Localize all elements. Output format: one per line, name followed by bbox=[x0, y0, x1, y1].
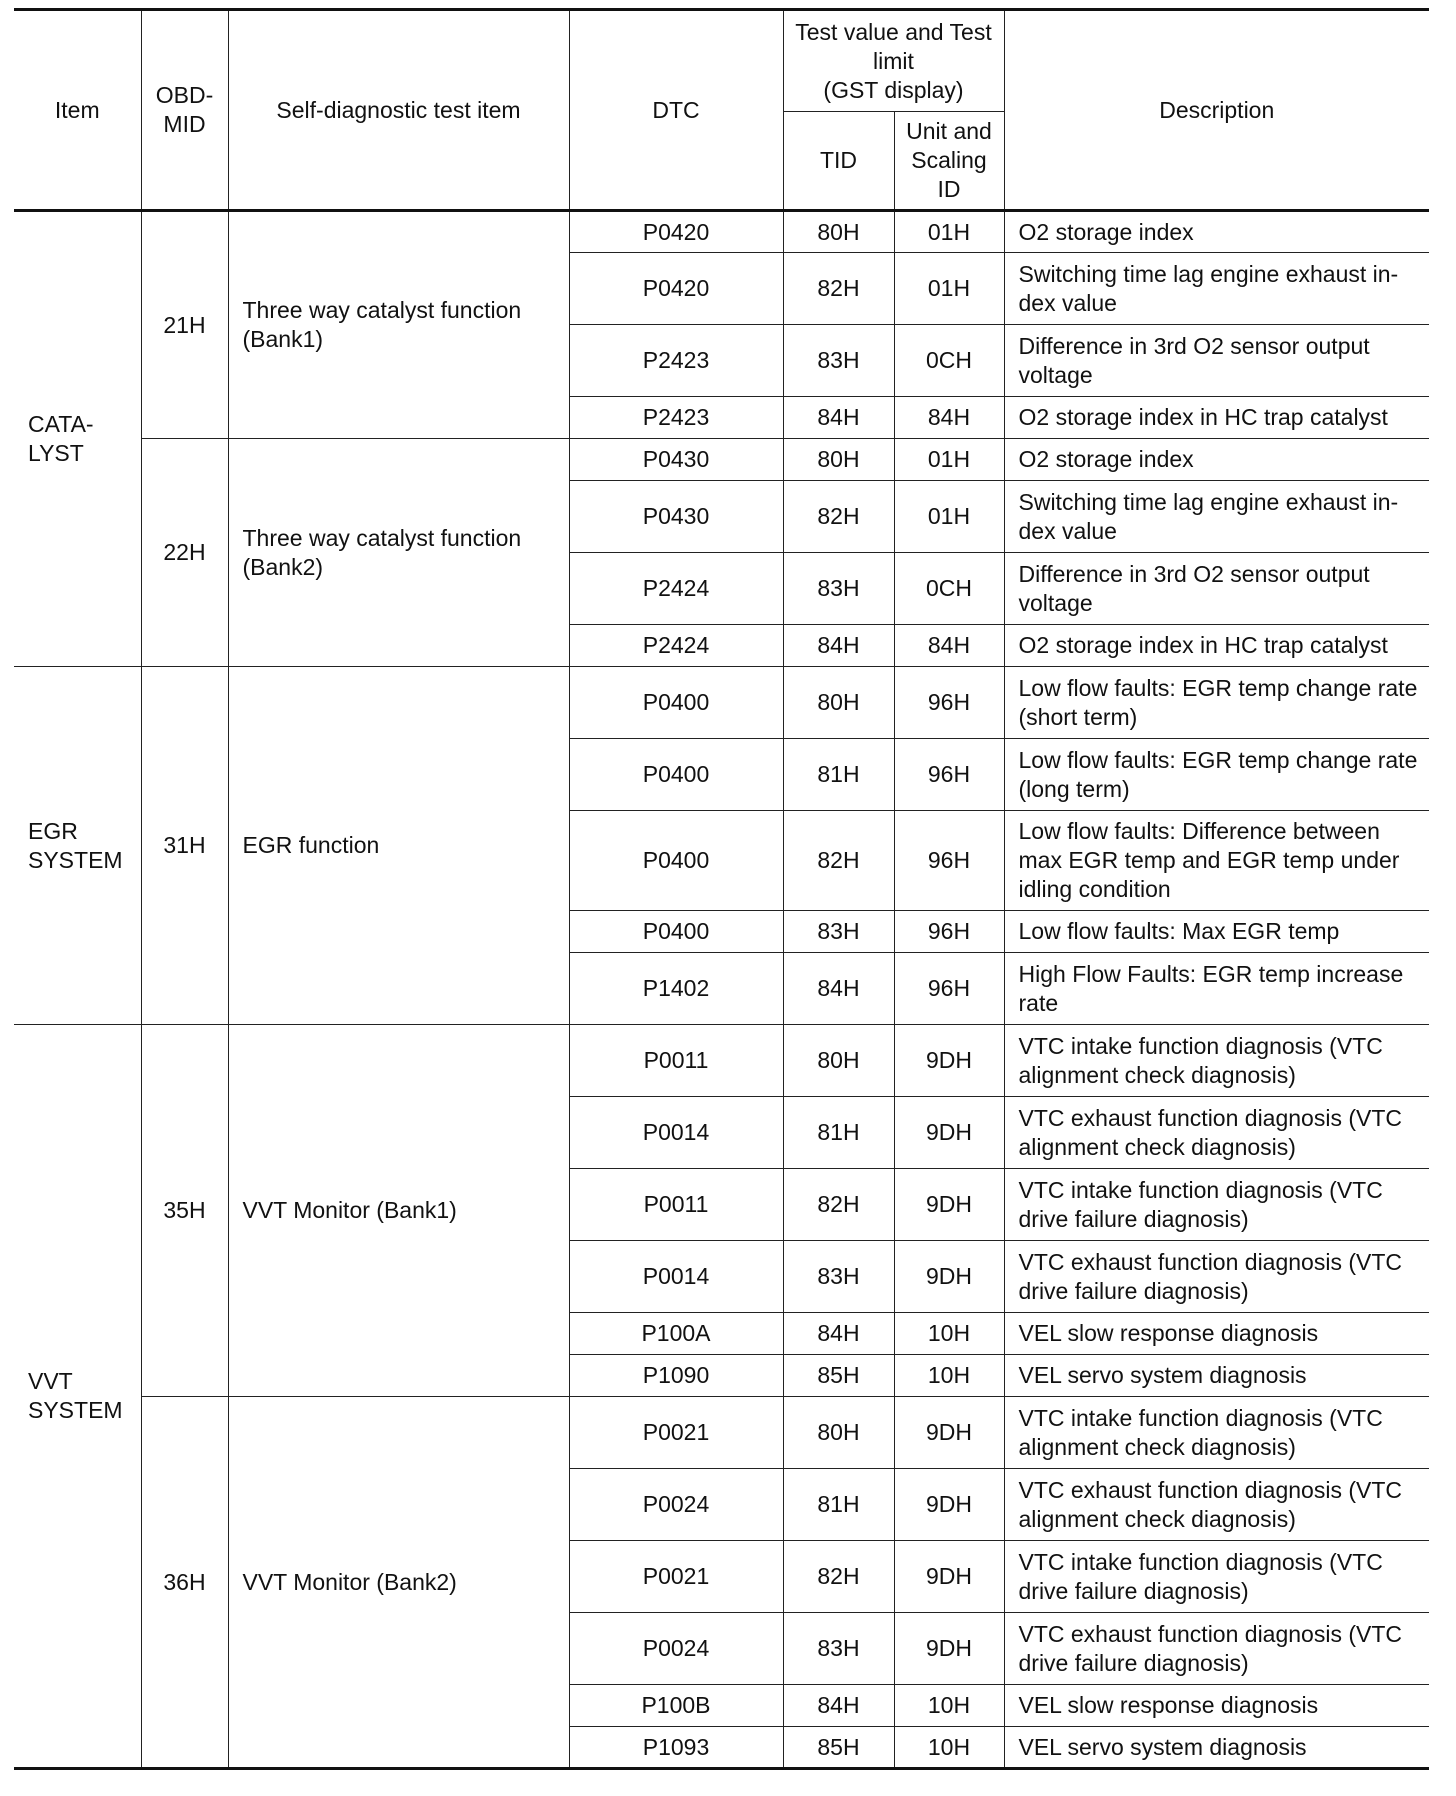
dtc-cell: P2424 bbox=[569, 553, 783, 625]
header-self-diagnostic-test-item: Self-diagnostic test item bbox=[228, 10, 569, 211]
dtc-cell: P0430 bbox=[569, 439, 783, 481]
tid-cell: 83H bbox=[783, 1613, 894, 1685]
table-row bbox=[14, 439, 1429, 481]
tid-cell: 84H bbox=[783, 625, 894, 667]
header-description: Description bbox=[1004, 10, 1429, 211]
obd-mid-cell: 35H bbox=[141, 1025, 228, 1397]
header-test-value-and-limit: Test value and Test limit (GST display) bbox=[783, 10, 1004, 112]
unit-scaling-cell: 01H bbox=[894, 439, 1004, 481]
dtc-cell: P0021 bbox=[569, 1397, 783, 1469]
unit-scaling-cell: 01H bbox=[894, 481, 1004, 553]
item-cell: VVT SYSTEM bbox=[14, 1025, 141, 1769]
header-dtc: DTC bbox=[569, 10, 783, 211]
dtc-cell: P0024 bbox=[569, 1613, 783, 1685]
unit-scaling-cell: 84H bbox=[894, 625, 1004, 667]
table-row bbox=[14, 1397, 1429, 1469]
dtc-cell: P0430 bbox=[569, 481, 783, 553]
description-cell: VTC exhaust function diagnosis (VTC drive failure diagnosis) bbox=[1004, 1241, 1429, 1313]
unit-scaling-cell: 10H bbox=[894, 1727, 1004, 1769]
unit-scaling-cell: 96H bbox=[894, 953, 1004, 1025]
description-cell: VTC intake function diagnosis (VTC alignment check diagnosis) bbox=[1004, 1397, 1429, 1469]
header-tid: TID bbox=[783, 112, 894, 211]
unit-scaling-cell: 9DH bbox=[894, 1469, 1004, 1541]
description-cell: VTC exhaust function diagnosis (VTC alignment check diagnosis) bbox=[1004, 1097, 1429, 1169]
unit-scaling-cell: 9DH bbox=[894, 1025, 1004, 1097]
description-cell: Low flow faults: EGR temp change rate (long term) bbox=[1004, 739, 1429, 811]
unit-scaling-cell: 96H bbox=[894, 667, 1004, 739]
dtc-cell: P0014 bbox=[569, 1097, 783, 1169]
description-cell: VEL slow response diagnosis bbox=[1004, 1313, 1429, 1355]
description-cell: Switching time lag engine exhaust in- dex value bbox=[1004, 253, 1429, 325]
tid-cell: 83H bbox=[783, 325, 894, 397]
dtc-cell: P0400 bbox=[569, 811, 783, 911]
description-cell: VEL servo system diagnosis bbox=[1004, 1727, 1429, 1769]
obd-mid-table bbox=[14, 8, 1429, 1770]
test-item-cell: VVT Monitor (Bank1) bbox=[228, 1025, 569, 1397]
dtc-cell: P1402 bbox=[569, 953, 783, 1025]
dtc-cell: P0014 bbox=[569, 1241, 783, 1313]
description-cell: VTC intake function diagnosis (VTC drive failure diagnosis) bbox=[1004, 1169, 1429, 1241]
tid-cell: 85H bbox=[783, 1727, 894, 1769]
unit-scaling-cell: 0CH bbox=[894, 325, 1004, 397]
unit-scaling-cell: 10H bbox=[894, 1313, 1004, 1355]
unit-scaling-cell: 01H bbox=[894, 211, 1004, 253]
table-row bbox=[14, 1025, 1429, 1097]
tid-cell: 84H bbox=[783, 953, 894, 1025]
unit-scaling-cell: 96H bbox=[894, 911, 1004, 953]
unit-scaling-cell: 9DH bbox=[894, 1169, 1004, 1241]
dtc-cell: P2423 bbox=[569, 397, 783, 439]
test-item-cell: VVT Monitor (Bank2) bbox=[228, 1397, 569, 1769]
dtc-cell: P0011 bbox=[569, 1025, 783, 1097]
unit-scaling-cell: 0CH bbox=[894, 553, 1004, 625]
description-cell: High Flow Faults: EGR temp increase rate bbox=[1004, 953, 1429, 1025]
description-cell: Low flow faults: EGR temp change rate (short term) bbox=[1004, 667, 1429, 739]
description-cell: Low flow faults: Difference between max EGR temp and EGR temp under idling condition bbox=[1004, 811, 1429, 911]
dtc-cell: P1090 bbox=[569, 1355, 783, 1397]
description-cell: O2 storage index in HC trap catalyst bbox=[1004, 397, 1429, 439]
description-cell: VTC intake function diagnosis (VTC drive failure diagnosis) bbox=[1004, 1541, 1429, 1613]
item-cell: CATA- LYST bbox=[14, 211, 141, 667]
test-item-cell: Three way catalyst function (Bank2) bbox=[228, 439, 569, 667]
unit-scaling-cell: 96H bbox=[894, 811, 1004, 911]
dtc-cell: P0420 bbox=[569, 253, 783, 325]
unit-scaling-cell: 9DH bbox=[894, 1541, 1004, 1613]
unit-scaling-cell: 84H bbox=[894, 397, 1004, 439]
table-body bbox=[14, 211, 1429, 1769]
dtc-cell: P2423 bbox=[569, 325, 783, 397]
unit-scaling-cell: 9DH bbox=[894, 1241, 1004, 1313]
unit-scaling-cell: 9DH bbox=[894, 1613, 1004, 1685]
test-item-cell: Three way catalyst function (Bank1) bbox=[228, 211, 569, 439]
dtc-cell: P100A bbox=[569, 1313, 783, 1355]
description-cell: VEL servo system diagnosis bbox=[1004, 1355, 1429, 1397]
obd-mid-cell: 31H bbox=[141, 667, 228, 1025]
description-cell: VTC exhaust function diagnosis (VTC drive failure diagnosis) bbox=[1004, 1613, 1429, 1685]
tid-cell: 80H bbox=[783, 211, 894, 253]
header-unit-and-scaling-id: Unit and Scaling ID bbox=[894, 112, 1004, 211]
unit-scaling-cell: 9DH bbox=[894, 1397, 1004, 1469]
obd-mid-cell: 22H bbox=[141, 439, 228, 667]
tid-cell: 80H bbox=[783, 667, 894, 739]
tid-cell: 80H bbox=[783, 1025, 894, 1097]
dtc-cell: P100B bbox=[569, 1685, 783, 1727]
description-cell: VTC exhaust function diagnosis (VTC alignment check diagnosis) bbox=[1004, 1469, 1429, 1541]
dtc-cell: P0400 bbox=[569, 667, 783, 739]
tid-cell: 80H bbox=[783, 1397, 894, 1469]
dtc-cell: P0400 bbox=[569, 739, 783, 811]
description-cell: O2 storage index in HC trap catalyst bbox=[1004, 625, 1429, 667]
tid-cell: 81H bbox=[783, 739, 894, 811]
item-cell: EGR SYSTEM bbox=[14, 667, 141, 1025]
description-cell: Difference in 3rd O2 sensor output voltage bbox=[1004, 325, 1429, 397]
tid-cell: 82H bbox=[783, 1541, 894, 1613]
tid-cell: 80H bbox=[783, 439, 894, 481]
table-row bbox=[14, 211, 1429, 253]
tid-cell: 83H bbox=[783, 911, 894, 953]
test-item-cell: EGR function bbox=[228, 667, 569, 1025]
tid-cell: 81H bbox=[783, 1469, 894, 1541]
dtc-cell: P2424 bbox=[569, 625, 783, 667]
description-cell: Switching time lag engine exhaust in- dex value bbox=[1004, 481, 1429, 553]
unit-scaling-cell: 10H bbox=[894, 1355, 1004, 1397]
tid-cell: 84H bbox=[783, 397, 894, 439]
description-cell: VEL slow response diagnosis bbox=[1004, 1685, 1429, 1727]
header-obd-mid: OBD- MID bbox=[141, 10, 228, 211]
description-cell: Difference in 3rd O2 sensor output voltage bbox=[1004, 553, 1429, 625]
description-cell: O2 storage index bbox=[1004, 439, 1429, 481]
dtc-cell: P0011 bbox=[569, 1169, 783, 1241]
tid-cell: 82H bbox=[783, 253, 894, 325]
dtc-cell: P0400 bbox=[569, 911, 783, 953]
dtc-cell: P0021 bbox=[569, 1541, 783, 1613]
description-cell: O2 storage index bbox=[1004, 211, 1429, 253]
tid-cell: 85H bbox=[783, 1355, 894, 1397]
tid-cell: 84H bbox=[783, 1685, 894, 1727]
tid-cell: 81H bbox=[783, 1097, 894, 1169]
dtc-cell: P1093 bbox=[569, 1727, 783, 1769]
unit-scaling-cell: 96H bbox=[894, 739, 1004, 811]
tid-cell: 82H bbox=[783, 481, 894, 553]
tid-cell: 83H bbox=[783, 1241, 894, 1313]
tid-cell: 82H bbox=[783, 1169, 894, 1241]
table-row bbox=[14, 667, 1429, 739]
obd-mid-cell: 21H bbox=[141, 211, 228, 439]
unit-scaling-cell: 10H bbox=[894, 1685, 1004, 1727]
description-cell: Low flow faults: Max EGR temp bbox=[1004, 911, 1429, 953]
tid-cell: 82H bbox=[783, 811, 894, 911]
obd-mid-cell: 36H bbox=[141, 1397, 228, 1769]
header-item: Item bbox=[14, 10, 141, 211]
unit-scaling-cell: 9DH bbox=[894, 1097, 1004, 1169]
dtc-cell: P0024 bbox=[569, 1469, 783, 1541]
description-cell: VTC intake function diagnosis (VTC alignment check diagnosis) bbox=[1004, 1025, 1429, 1097]
unit-scaling-cell: 01H bbox=[894, 253, 1004, 325]
dtc-cell: P0420 bbox=[569, 211, 783, 253]
tid-cell: 84H bbox=[783, 1313, 894, 1355]
tid-cell: 83H bbox=[783, 553, 894, 625]
